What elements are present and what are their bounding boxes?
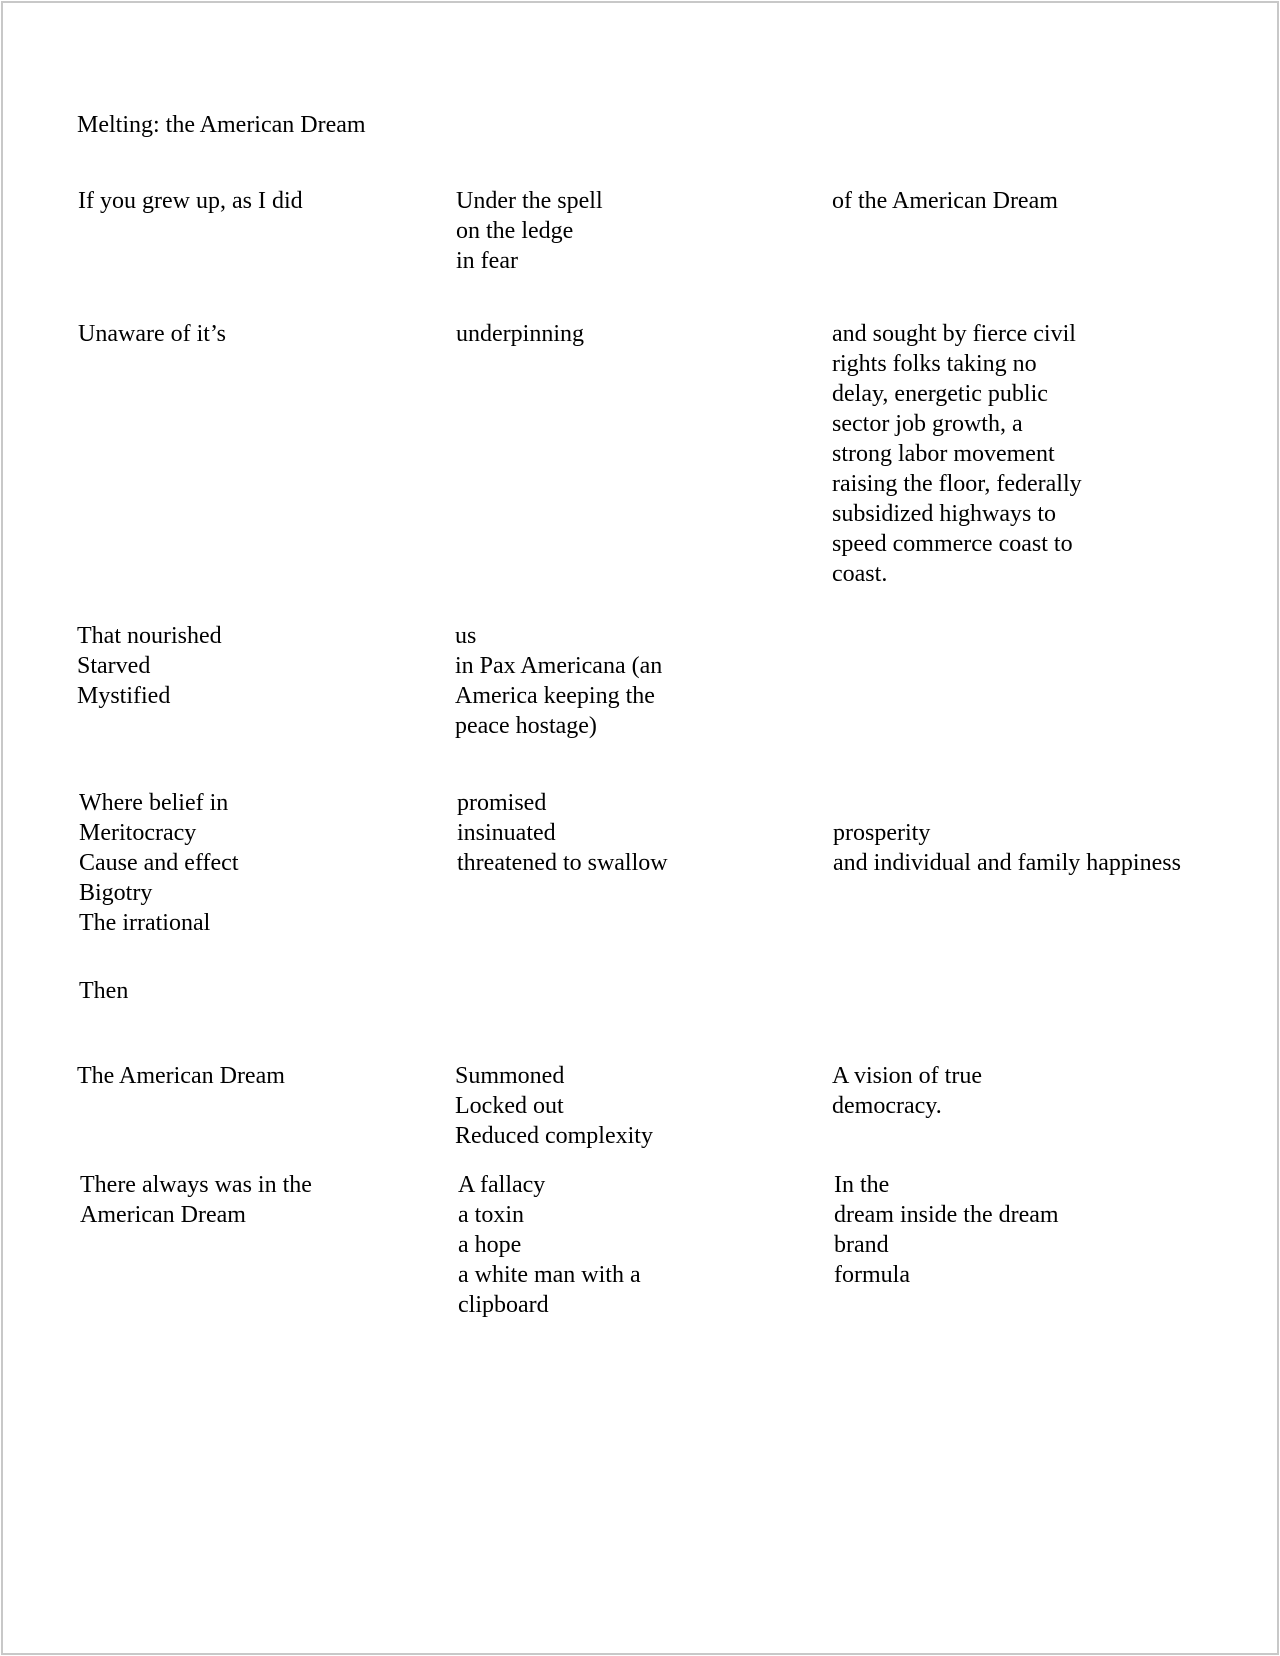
poem-line: Then [79,978,129,1004]
poem-line: America keeping the [455,683,655,709]
poem-line: rights folks taking no [832,351,1037,377]
poem-line: underpinning [456,321,584,347]
stanza-2-col-2 [456,319,584,349]
poem-line: The irrational [79,910,211,936]
stanza-6-col-1 [77,1061,285,1091]
poem-line: There always was in the [80,1172,312,1198]
poem-line: Locked out [455,1093,564,1119]
poem-line: speed commerce coast to [832,531,1073,557]
stanza-7-col-2 [458,1170,641,1320]
poem-line: Cause and effect [79,850,239,876]
poem-line: Under the spell [456,188,603,214]
poem-line: Starved [77,653,151,679]
stanza-6-col-3 [832,1061,982,1121]
poem-line: peace hostage) [455,713,597,739]
poem-line: in Pax Americana (an [455,653,663,679]
poem-line: democracy. [832,1093,942,1119]
stanza-7-col-1 [80,1170,312,1230]
poem-line: Reduced complexity [455,1123,653,1149]
poem-line: subsidized highways to [832,501,1056,527]
poem-document [3,3,1277,1653]
poem-line: Mystified [77,683,171,709]
poem-line: Bigotry [79,880,153,906]
stanza-2-col-1 [78,319,226,349]
poem-line: promised [457,790,547,816]
stanza-4-col-3 [833,818,1181,878]
poem-line: coast. [832,561,888,587]
poem-line: American Dream [80,1202,246,1228]
poem-line: That nourished [77,623,222,649]
poem-line: a toxin [458,1202,524,1228]
poem-line: formula [834,1262,910,1288]
stanza-4-col-1 [79,788,238,938]
stanza-1-col-2 [456,186,603,276]
stanza-1-col-3 [832,186,1058,216]
poem-line: The American Dream [77,1063,285,1089]
poem-line: delay, energetic public [832,381,1048,407]
stanza-2-col-3 [832,319,1082,589]
poem-line: Where belief in [79,790,229,816]
poem-line: threatened to swallow [457,850,668,876]
poem-line: In the [834,1172,890,1198]
poem-line: If you grew up, as I did [78,188,303,214]
poem-line: of the American Dream [832,188,1058,214]
poem-line: prosperity [833,820,931,846]
stanza-1-col-1 [78,186,303,216]
poem-line: dream inside the dream [834,1202,1059,1228]
poem-line: a hope [458,1232,522,1258]
stanza-3-col-1 [77,621,222,711]
poem-line: a white man with a [458,1262,641,1288]
poem-line: and individual and family happiness [833,850,1181,876]
poem-line: and sought by fierce civil [832,321,1076,347]
poem-line: us [455,623,477,649]
poem-line: in fear [456,248,518,274]
stanza-6-col-2 [455,1061,653,1151]
page-frame [1,1,1279,1655]
poem-line: Meritocracy [79,820,197,846]
poem-line: insinuated [457,820,556,846]
poem-line: Summoned [455,1063,565,1089]
poem-line: sector job growth, a [832,411,1023,437]
poem-line: brand [834,1232,889,1258]
poem-line: A vision of true [832,1063,982,1089]
poem-line: A fallacy [458,1172,546,1198]
stanza-4-col-2 [457,788,668,878]
poem-line: raising the floor, federally [832,471,1082,497]
stanza-3-col-2 [455,621,662,741]
poem-line: strong labor movement [832,441,1055,467]
poem-line: clipboard [458,1292,549,1318]
poem-title: Melting: the American Dream [77,112,366,138]
stanza-7-col-3 [834,1170,1059,1290]
stanza-5-col-1 [79,976,128,1006]
poem-line: on the ledge [456,218,574,244]
poem-line: Unaware of it’s [78,321,226,347]
